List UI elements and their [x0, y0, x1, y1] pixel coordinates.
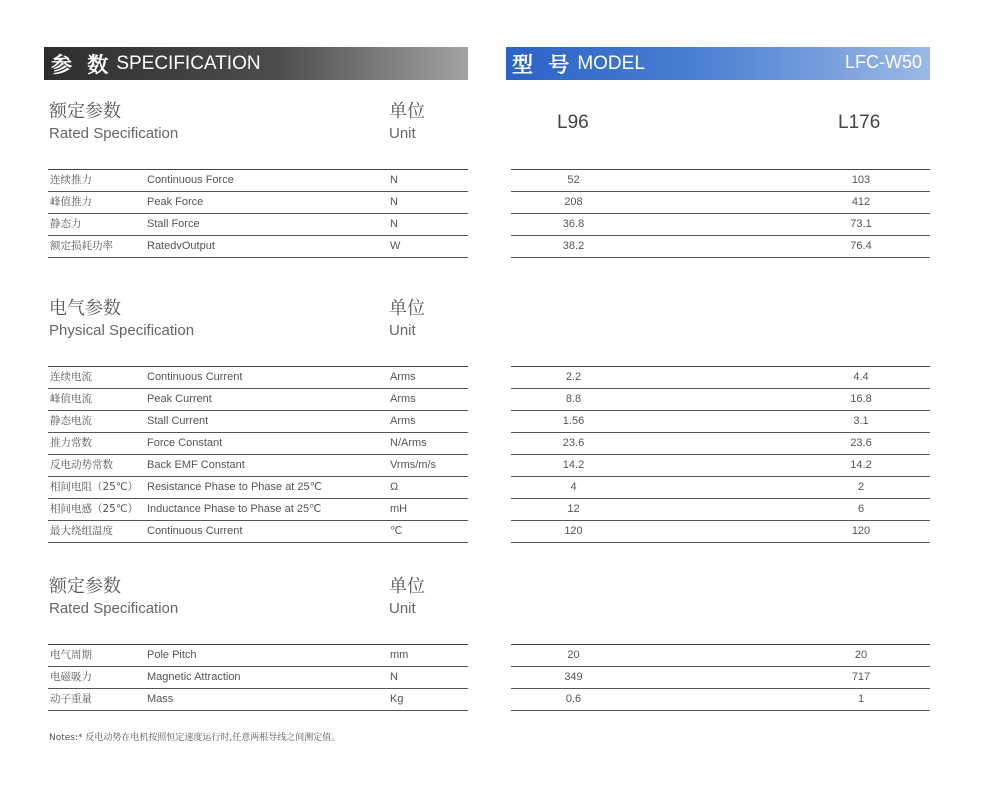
- param-name-en: Stall Current: [147, 415, 209, 427]
- value-model-1: 23.6: [562, 437, 585, 449]
- table-row: [511, 521, 930, 543]
- value-model-2: 2: [857, 481, 865, 493]
- spec-table: [48, 366, 468, 543]
- footnote: Notes:* 反电动势在电机按照恒定速度运行时,任意两根导线之间测定值。: [49, 733, 341, 743]
- param-name-cn: 静态力: [50, 218, 82, 230]
- unit-heading-cn: 单位: [389, 576, 425, 597]
- value-model-1: 208: [564, 196, 583, 208]
- value-model-2: 717: [851, 671, 871, 683]
- model-header: [506, 47, 930, 80]
- spec-header-cn: 参 数: [51, 52, 113, 77]
- param-unit: Arms: [390, 371, 416, 383]
- param-name-cn: 反电动势常数: [50, 459, 113, 471]
- section-title-en: Rated Specification: [49, 600, 179, 617]
- table-row: [48, 455, 468, 477]
- param-unit: mH: [390, 503, 408, 515]
- param-name-en: Stall Force: [147, 218, 200, 230]
- section-title-cn: 额定参数: [49, 101, 121, 122]
- table-row: [48, 667, 468, 689]
- value-model-2: 16.8: [850, 393, 872, 405]
- spec-header-en: SPECIFICATION: [116, 52, 261, 74]
- param-name-en: Mass: [147, 693, 174, 705]
- model-code: LFC-W50: [844, 52, 922, 72]
- table-row: [48, 192, 468, 214]
- param-name-cn: 推力常数: [50, 437, 92, 449]
- value-model-2: 4.4: [853, 371, 869, 383]
- value-model-1: 36.8: [562, 218, 585, 230]
- table-row: [48, 645, 468, 667]
- table-row: [511, 236, 930, 258]
- param-unit: N: [390, 196, 398, 208]
- unit-heading-en: Unit: [389, 125, 416, 142]
- param-unit: mm: [390, 649, 409, 661]
- param-name-en: Continuous Current: [147, 525, 243, 537]
- section-unit-heading: [389, 101, 425, 145]
- value-model-1: 12: [567, 503, 580, 515]
- param-name-en: Pole Pitch: [147, 649, 197, 661]
- param-name-cn: 最大绕组温度: [50, 525, 113, 537]
- table-row: [511, 689, 930, 711]
- value-table: [511, 366, 930, 543]
- value-model-1: 20: [567, 649, 580, 661]
- param-name-en: Peak Current: [147, 393, 212, 405]
- value-model-2: 14.2: [850, 459, 872, 471]
- value-model-2: 76.4: [850, 240, 872, 252]
- value-model-1: 0.6: [565, 693, 582, 705]
- param-name-en: Magnetic Attraction: [147, 671, 241, 683]
- table-row: [48, 689, 468, 711]
- param-name-cn: 连续推力: [50, 174, 92, 186]
- spec-header: [44, 47, 468, 80]
- table-row: [48, 236, 468, 258]
- table-row: [48, 433, 468, 455]
- param-name-en: Back EMF Constant: [147, 459, 245, 471]
- value-model-1: 4: [570, 481, 577, 493]
- table-row: [48, 389, 468, 411]
- param-unit: Ω: [390, 481, 399, 493]
- table-row: [511, 170, 930, 192]
- value-model-2: 1: [857, 693, 865, 705]
- param-unit: Arms: [390, 393, 416, 405]
- param-name-cn: 连续电流: [50, 371, 92, 383]
- table-row: [511, 667, 930, 689]
- value-model-1: 120: [564, 525, 583, 537]
- value-model-1: 52: [567, 174, 580, 186]
- param-unit: Arms: [390, 415, 416, 427]
- param-unit: W: [390, 240, 401, 252]
- value-model-2: 412: [851, 196, 871, 208]
- param-name-cn: 峰值推力: [50, 196, 92, 208]
- param-name-cn: 电磁吸力: [50, 671, 92, 683]
- table-row: [48, 367, 468, 389]
- param-name-en: Continuous Current: [147, 371, 243, 383]
- param-name-en: Inductance Phase to Phase at 25℃: [147, 503, 322, 515]
- table-row: [511, 367, 930, 389]
- value-model-2: 73.1: [850, 218, 872, 230]
- param-name-cn: 相间电感（25℃）: [50, 503, 139, 515]
- model-header-en: MODEL: [577, 52, 645, 74]
- table-row: [48, 170, 468, 192]
- param-name-cn: 动子重量: [50, 693, 92, 705]
- param-name-en: Peak Force: [147, 196, 204, 208]
- value-model-2: 3.1: [853, 415, 869, 427]
- param-unit: ℃: [390, 525, 403, 537]
- table-row: [511, 192, 930, 214]
- value-model-1: 349: [564, 671, 583, 683]
- value-model-2: 6: [857, 503, 865, 515]
- section-title: [49, 298, 194, 342]
- param-name-cn: 峰值电流: [50, 393, 92, 405]
- param-unit: N: [390, 671, 398, 683]
- unit-heading-en: Unit: [389, 322, 416, 339]
- table-row: [48, 411, 468, 433]
- value-model-1: 14.2: [562, 459, 585, 471]
- unit-heading-en: Unit: [389, 600, 416, 617]
- value-table: [511, 169, 930, 258]
- table-row: [48, 477, 468, 499]
- param-name-cn: 相间电阻（25℃）: [50, 481, 139, 493]
- value-model-2: 20: [854, 649, 868, 661]
- table-row: [511, 214, 930, 236]
- param-name-cn: 静态电流: [50, 415, 92, 427]
- param-name-en: Resistance Phase to Phase at 25℃: [147, 481, 323, 493]
- table-row: [48, 521, 468, 543]
- table-row: [511, 645, 930, 667]
- value-model-1: 38.2: [562, 240, 585, 252]
- section-title: [49, 576, 178, 620]
- section-unit-heading: [389, 576, 425, 620]
- param-name-en: RatedvOutput: [147, 240, 215, 252]
- table-row: [511, 433, 930, 455]
- param-unit: N: [390, 174, 398, 186]
- param-name-en: Continuous Force: [147, 174, 234, 186]
- param-name-cn: 电气周期: [50, 649, 92, 661]
- spec-table: [48, 169, 468, 258]
- section-title: [49, 101, 178, 145]
- value-model-1: 1.56: [562, 415, 585, 427]
- model-name-2: L176: [838, 112, 881, 133]
- value-model-1: 8.8: [565, 393, 582, 405]
- table-row: [48, 499, 468, 521]
- value-table: [511, 644, 930, 711]
- table-row: [511, 411, 930, 433]
- param-unit: N: [390, 218, 398, 230]
- model-header-cn: 型 号: [512, 52, 574, 77]
- value-model-1: 2.2: [565, 371, 582, 383]
- param-name-cn: 额定损耗功率: [50, 240, 113, 252]
- section-title-en: Rated Specification: [49, 125, 179, 142]
- section-unit-heading: [389, 298, 425, 342]
- model-name-1: L96: [557, 112, 589, 133]
- value-model-2: 23.6: [850, 437, 872, 449]
- table-row: [48, 214, 468, 236]
- table-row: [511, 477, 930, 499]
- spec-table: [48, 644, 468, 711]
- table-row: [511, 455, 930, 477]
- section-title-cn: 额定参数: [49, 576, 121, 597]
- param-name-en: Force Constant: [147, 437, 223, 449]
- table-row: [511, 389, 930, 411]
- value-model-2: 120: [851, 525, 871, 537]
- unit-heading-cn: 单位: [389, 298, 425, 319]
- value-model-2: 103: [851, 174, 871, 186]
- section-title-en: Physical Specification: [49, 322, 195, 339]
- section-title-cn: 电气参数: [49, 298, 121, 319]
- param-unit: Kg: [390, 693, 404, 705]
- table-row: [511, 499, 930, 521]
- unit-heading-cn: 单位: [389, 101, 425, 122]
- param-unit: Vrms/m/s: [390, 459, 437, 471]
- param-unit: N/Arms: [390, 437, 427, 449]
